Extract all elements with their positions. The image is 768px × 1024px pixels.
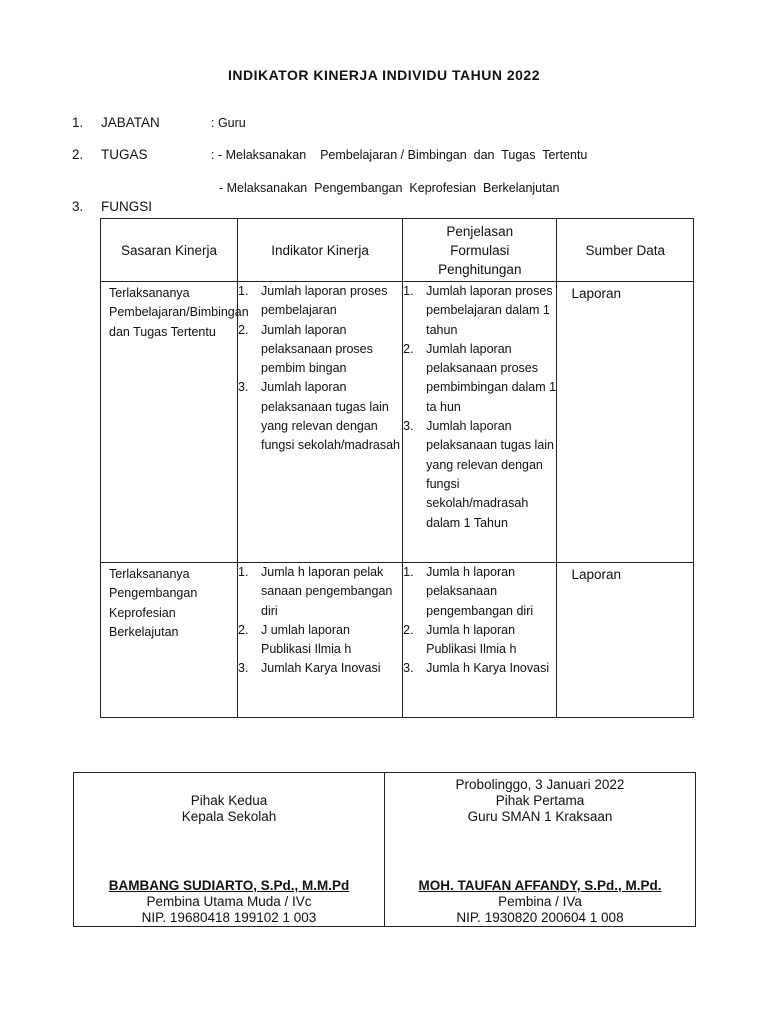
header-indikator: Indikator Kinerja <box>238 219 403 282</box>
item-label-tugas: TUGAS <box>101 147 148 162</box>
list-item: 3. Jumlah Karya Inovasi <box>238 661 381 676</box>
item-number: 1. <box>72 115 84 130</box>
right-rank: Pembina / IVa <box>498 894 582 909</box>
table-row <box>101 563 694 718</box>
header-sasaran: Sasaran Kinerja <box>101 219 238 282</box>
sasaran-text: Terlaksananya Pengembangan Keprofesian Berkelajutan <box>109 567 198 639</box>
item-value-jabatan: : Guru <box>211 116 246 130</box>
place-date: Probolinggo, 3 Januari 2022 <box>455 777 625 792</box>
right-position: Guru SMAN 1 Kraksaan <box>467 809 613 824</box>
signature-table <box>73 772 696 927</box>
item-number: 2. <box>72 147 84 162</box>
left-role: Pihak Kedua <box>190 793 268 808</box>
header-sumber: Sumber Data <box>557 219 694 282</box>
cell-penjelasan <box>403 563 557 718</box>
kinerja-table <box>100 218 694 718</box>
left-position: Kepala Sekolah <box>181 809 277 824</box>
table-row <box>101 282 694 563</box>
list-item: 1. Jumlah laporan proses pembelajaran <box>238 284 388 318</box>
left-nip: NIP. 19680418 199102 1 003 <box>141 910 317 925</box>
cell-sasaran <box>101 282 249 563</box>
sumber-text: Laporan <box>571 567 622 582</box>
cell-penjelasan <box>403 282 557 563</box>
left-signer-name: BAMBANG SUDIARTO, S.Pd., M.M.Pd <box>108 878 350 893</box>
cell-sumber <box>557 282 694 563</box>
table-header-row <box>101 219 694 282</box>
left-rank: Pembina Utama Muda / IVc <box>146 894 312 909</box>
list-item: 3. Jumlah laporan pelaksanaan tugas lain yang relevan dengan fungsi sekolah/madrasah dalam 1 Tahun <box>403 419 554 530</box>
cell-indikator <box>238 563 403 718</box>
list-item: 2. Jumlah laporan pelaksanaan proses pembimbingan dalam 1 ta hun <box>403 341 557 414</box>
right-nip: NIP. 1930820 200604 1 008 <box>456 910 624 925</box>
list-item: 3. Jumla h Karya Inovasi <box>403 661 550 676</box>
item-number: 3. <box>72 199 84 214</box>
cell-sasaran <box>101 563 238 718</box>
signature-right <box>385 773 696 927</box>
list-item: 2. J umlah laporan Publikasi Ilmia h <box>238 622 352 657</box>
signature-left <box>74 773 385 927</box>
list-item: 1. Jumla h laporan pelak sanaan pengembangan diri <box>238 565 393 618</box>
header-penjelasan: Penjelasan Formulasi Penghitungan <box>403 219 557 282</box>
sasaran-text: Terlaksananya Pembelajaran/Bimbingan dan Tugas Tertentu <box>109 286 249 339</box>
list-item: 1. Jumlah laporan proses pembelajaran dalam 1 tahun <box>403 284 553 337</box>
list-item: 2. Jumla h laporan Publikasi Ilmia h <box>403 622 517 657</box>
item-value-tugas-2: - Melaksanakan Pengembangan Keprofesian Berkelanjutan <box>219 181 560 195</box>
document-title: INDIKATOR KINERJA INDIVIDU TAHUN 2022 <box>227 67 541 83</box>
cell-sumber <box>557 563 694 718</box>
item-label-jabatan: JABATAN <box>101 115 160 130</box>
sumber-text: Laporan <box>571 286 622 301</box>
list-item: 1. Jumla h laporan pelaksanaan pengembangan diri <box>403 565 534 618</box>
cell-indikator <box>238 282 403 563</box>
list-item: 3. Jumlah laporan pelaksanaan tugas lain yang relevan dengan fungsi sekolah/madrasah <box>238 380 400 453</box>
right-signer-name: MOH. TAUFAN AFFANDY, S.Pd., M.Pd. <box>418 878 662 893</box>
right-role: Pihak Pertama <box>495 793 585 808</box>
list-item: 2. Jumlah laporan pelaksanaan proses pembim bingan <box>238 322 373 376</box>
item-value-tugas: : - Melaksanakan Pembelajaran / Bimbingan dan Tugas Tertentu <box>211 148 588 162</box>
item-label-fungsi: FUNGSI <box>101 199 153 214</box>
